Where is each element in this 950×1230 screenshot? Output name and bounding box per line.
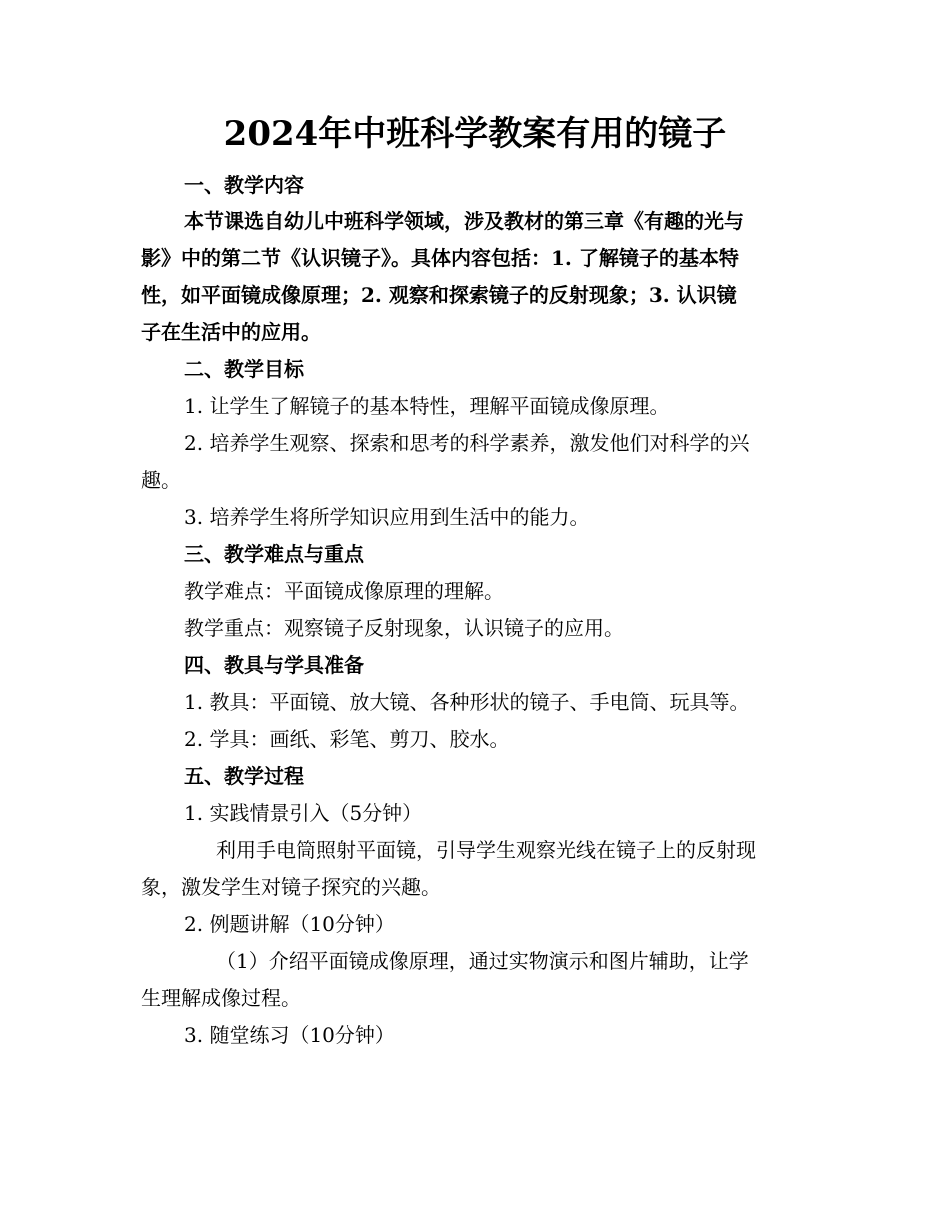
list-item: 1. 实践情景引入（5分钟） (184, 801, 423, 825)
list-item: 1. 让学生了解镜子的基本特性，理解平面镜成像原理。 (184, 394, 670, 418)
paragraph-line: 子在生活中的应用。 (141, 320, 321, 344)
paragraph-line: （1）介绍平面镜成像原理，通过实物演示和图片辅助，让学 (216, 949, 749, 973)
document-title: 2024年中班科学教案有用的镜子 (223, 114, 727, 154)
list-item: 3. 培养学生将所学知识应用到生活中的能力。 (184, 505, 590, 529)
list-item: 2. 培养学生观察、探索和思考的科学素养，激发他们对科学的兴 (184, 431, 750, 455)
list-item: 3. 随堂练习（10分钟） (184, 1023, 395, 1047)
paragraph-line: 生理解成像过程。 (141, 986, 301, 1010)
list-item: 1. 教具：平面镜、放大镜、各种形状的镜子、手电筒、玩具等。 (184, 690, 750, 714)
paragraph-line: 利用手电筒照射平面镜，引导学生观察光线在镜子上的反射现 (216, 838, 756, 862)
paragraph-line: 教学难点：平面镜成像原理的理解。 (184, 579, 504, 603)
list-item: 2. 学具：画纸、彩笔、剪刀、胶水。 (184, 727, 510, 751)
section-heading-key-points: 三、教学难点与重点 (184, 542, 364, 566)
paragraph-line: 教学重点：观察镜子反射现象，认识镜子的应用。 (184, 616, 624, 640)
section-heading-materials: 四、教具与学具准备 (184, 653, 364, 677)
section-heading-content: 一、教学内容 (184, 173, 304, 197)
list-item: 2. 例题讲解（10分钟） (184, 912, 395, 936)
list-item-continuation: 趣。 (141, 468, 181, 492)
section-heading-goals: 二、教学目标 (184, 357, 304, 381)
paragraph-line: 性，如平面镜成像原理；2. 观察和探索镜子的反射现象；3. 认识镜 (141, 283, 737, 307)
paragraph-line: 象，激发学生对镜子探究的兴趣。 (141, 875, 441, 899)
paragraph-line: 影》中的第二节《认识镜子》。具体内容包括：1. 了解镜子的基本特 (141, 246, 739, 270)
section-heading-process: 五、教学过程 (184, 764, 304, 788)
paragraph-line: 本节课选自幼儿中班科学领域，涉及教材的第三章《有趣的光与 (184, 209, 744, 233)
